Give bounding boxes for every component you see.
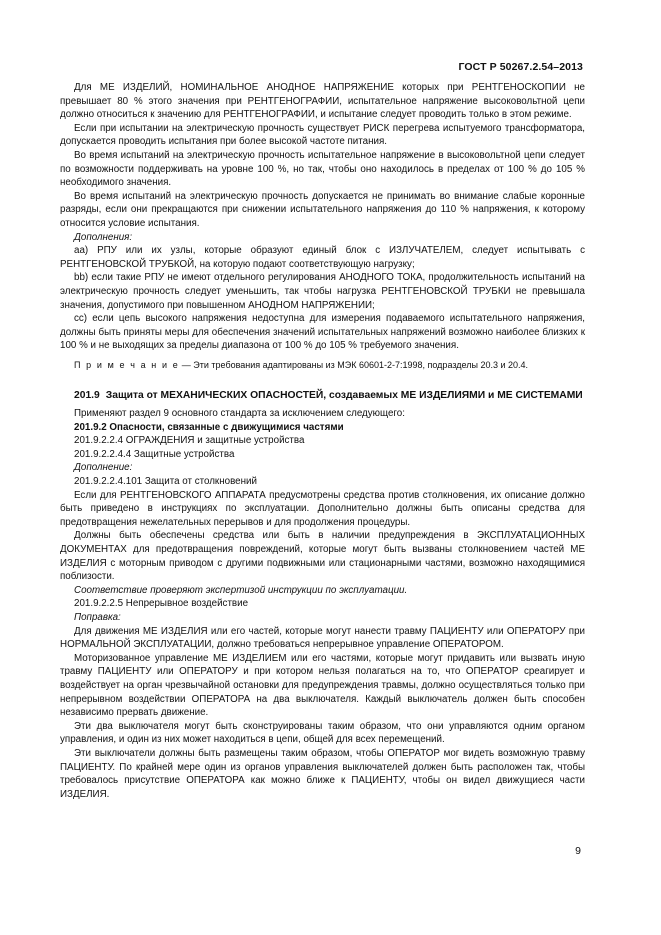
amendment-label: Поправка: — [74, 611, 121, 623]
paragraph: Если при испытании на электрическую прочность существует РИСК перегрева испытуемого трансформатора, допускается проводить испытания при более высокой частоте питания. — [60, 122, 585, 148]
paragraph: Во время испытаний на электрическую прочность испытательное напряжение в высоковольтной цепи следует по возможности поддерживать на уровне 100 %, но так, чтобы оно находилось в пределах от 100 % до 105 % необходимого значения. — [60, 149, 585, 189]
subsection-heading: 201.9.2 Опасности, связанные с движущимися частями — [74, 421, 344, 433]
addition-item: cc) если цепь высокого напряжения недоступна для измерения подаваемого испытательного напряжения, должны быть приняты меры для обеспечения значений испытательных напряжений возможно наиболее близких к 100 % и не выходящих за пределы диапазона от 100 % до 105 % требуемого значения. — [60, 313, 585, 352]
addition-item: bb) если такие РПУ не имеют отдельного регулирования АНОДНОГО ТОКА, продолжительность испытаний на электрическую прочность следует уменьшить, так чтобы нагрузка РЕНТГЕНОВСКОЙ ТРУБКИ не превышала значения, допустимого при повышенном АНОДНОМ НАПРЯЖЕНИИ; — [60, 272, 585, 311]
paragraph: Для МЕ ИЗДЕЛИЙ, НОМИНАЛЬНОЕ АНОДНОЕ НАПРЯЖЕНИЕ которых при РЕНТГЕНОСКОПИИ не превышает 80 % этого значения при РЕНТГЕНОГРАФИИ, испытательное напряжение высоковольтной цепи должно относиться к значению для РЕНТГЕНОГРАФИИ, и испытание следует проводить только в этом режиме. — [60, 82, 585, 121]
section-number: 201.9 — [74, 390, 100, 402]
subsection-heading: 201.9.2.2.5 Непрерывное воздействие — [74, 598, 249, 610]
addition-item: aa) РПУ или их узлы, которые образуют единый блок с ИЗЛУЧАТЕЛЕМ, следует испытывать с РЕНТГЕНОВСКОЙ ТРУБКОЙ, на которую подают соответствующую нагрузку; — [60, 245, 585, 270]
paragraph: Для движения МЕ ИЗДЕЛИЯ или его частей, которые могут нанести травму ПАЦИЕНТУ или ОПЕРАТОРУ при НОРМАЛЬНОЙ ЭКСПЛУАТАЦИИ, должно требоваться непрерывное управление ОПЕРАТОРОМ. — [60, 625, 585, 651]
section-title: Защита от МЕХАНИЧЕСКИХ ОПАСНОСТЕЙ, создаваемых МЕ ИЗДЕЛИЯМИ и МЕ СИСТЕМАМИ — [105, 390, 583, 402]
section-intro: Применяют раздел 9 основного стандарта за исключением следующего: — [74, 408, 405, 420]
paragraph: Если для РЕНТГЕНОВСКОГО АППАРАТА предусмотрены средства против столкновения, их описание должно быть приведено в инструкциях по эксплуатации. Дополнительно должны быть описаны средства для предотвращения нежелательных перерывов и для продолжения процедуры. — [60, 489, 585, 528]
subsection-heading: 201.9.2.2.4 ОГРАЖДЕНИЯ и защитные устройства — [74, 435, 305, 447]
paragraph: Должны быть обеспечены средства или быть в наличии предупреждения в ЭКСПЛУАТАЦИОННЫХ ДОКУМЕНТАХ для предотвращения повреждений, которые могут быть вызваны столкновением частей МЕ ИЗДЕЛИЯ с моторным приводом с другими подвижными или стационарными частями, возможно находящимися поблизости. — [60, 530, 585, 583]
note-label: П р и м е ч а н и е — [74, 359, 180, 370]
subsection-heading: 201.9.2.2.4.4 Защитные устройства — [74, 448, 235, 460]
paragraph: Во время испытаний на электрическую прочность допускается не принимать во внимание слабые коронные разряды, если они прекращаются при снижении испытательного напряжения до 110 % напряжения, к которому относится условие испытания. — [60, 190, 585, 229]
note-text: — Эти требования адаптированы из МЭК 60601-2-7:1998, подразделы 20.3 и 20.4. — [179, 359, 529, 370]
additions-label: Дополнения: — [74, 231, 133, 243]
subsection-heading: 201.9.2.2.4.101 Защита от столкновений — [74, 476, 257, 488]
paragraph: Эти два выключателя могут быть сконструированы таким образом, что они управляются одним органом управления, и один из них может находиться в цепи, общей для всех перемещений. — [60, 720, 585, 746]
standard-header: ГОСТ Р 50267.2.54–2013 — [458, 61, 583, 73]
page-number: 9 — [575, 845, 581, 857]
paragraph: Моторизованное управление МЕ ИЗДЕЛИЕМ или его частями, которые могут придавить или вызвать иную травму ПАЦИЕНТУ или ОПЕРАТОРУ и при котором нельзя полагаться на то, что ОПЕРАТОР среагирует и воздействует на орган чрезвычайной остановки для предупреждения травмы, должно осуществляться только при непрерывном воздействии ОПЕРАТОРА на два выключателя. Каждый выключатель должен быть способен независимо прервать движение. — [60, 652, 585, 719]
paragraph: Эти выключатели должны быть размещены таким образом, чтобы ОПЕРАТОР мог видеть возможную травму ПАЦИЕНТУ. По крайней мере один из органов управления выключателей должен быть расположен так, чтобы требовалось присутствие ОПЕРАТОРА как можно ближе к ПАЦИЕНТУ, чтобы он видел движущиеся части ИЗДЕЛИЯ. — [60, 747, 585, 800]
page-content — [60, 81, 585, 801]
note — [60, 359, 585, 373]
section-heading — [60, 389, 585, 403]
compliance-statement: Соответствие проверяют экспертизой инструкции по эксплуатации. — [74, 584, 408, 596]
addition-label: Дополнение: — [74, 462, 133, 474]
